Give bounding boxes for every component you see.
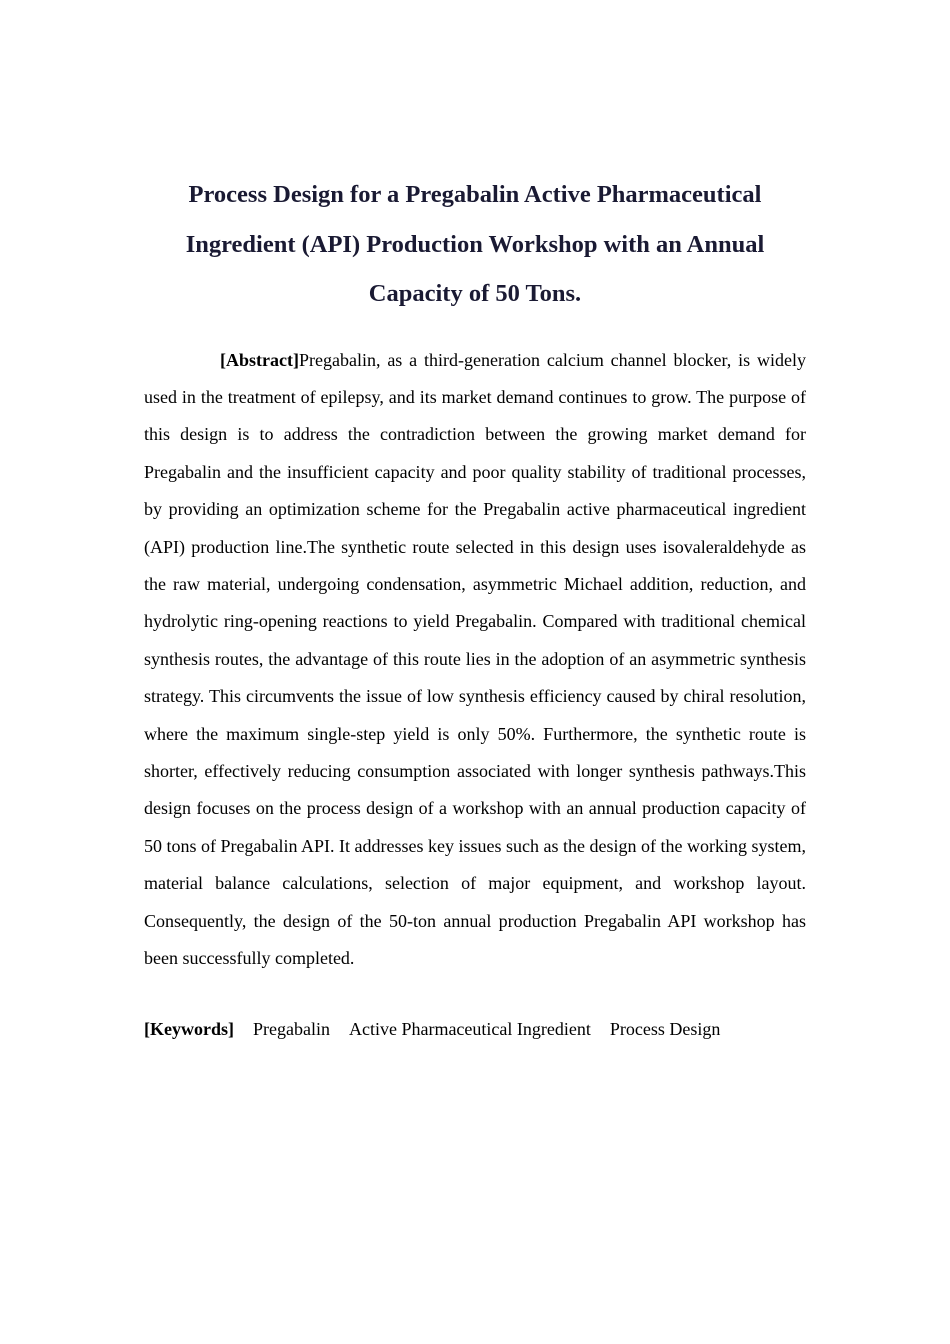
keyword-item: Process Design: [609, 1019, 721, 1040]
keywords-line: [144, 1011, 806, 1048]
keyword-item: Active Pharmaceutical Ingredient: [348, 1019, 591, 1040]
keyword-item: Pregabalin: [252, 1019, 330, 1040]
abstract-paragraph: [144, 342, 806, 978]
abstract-text: Pregabalin, as a third-generation calcium channel blocker, is widely used in the treatment of epilepsy, and its market demand continues to grow. The purpose of this design is to address the contradiction between the growing market demand for Pregabalin and the insufficient capacity and poor quality stability of traditional processes, by providing an optimization scheme for the Pregabalin active pharmaceutical ingredient (API) production line.The synthetic route selected in this design uses isovaleraldehyde as the raw material, undergoing condensation, asymmetric Michael addition, reduction, and hydrolytic ring-opening reactions to yield Pregabalin. Compared with traditional chemical synthesis routes, the advantage of this route lies in the adoption of an asymmetric synthesis strategy. This circumvents the issue of low synthesis efficiency caused by chiral resolution, where the maximum single-step yield is only 50%. Furthermore, the synthetic route is shorter, effectively reducing consumption associated with longer synthesis pathways.This design focuses on the process design of a workshop with an annual production capacity of 50 tons of Pregabalin API. It addresses key issues such as the design of the working system, material balance calculations, selection of major equipment, and workshop layout. Consequently, the design of the 50-ton annual production Pregabalin API workshop has been successfully completed.: [144, 349, 806, 968]
keywords-label: [Keywords]: [144, 1019, 234, 1040]
abstract-label: [Abstract]: [220, 349, 299, 370]
document-title: Process Design for a Pregabalin Active Pharmaceutical Ingredient (API) Production Workshop with an Annual Capacity of 50 Tons.: [185, 181, 765, 307]
document-page: [144, 170, 806, 1049]
